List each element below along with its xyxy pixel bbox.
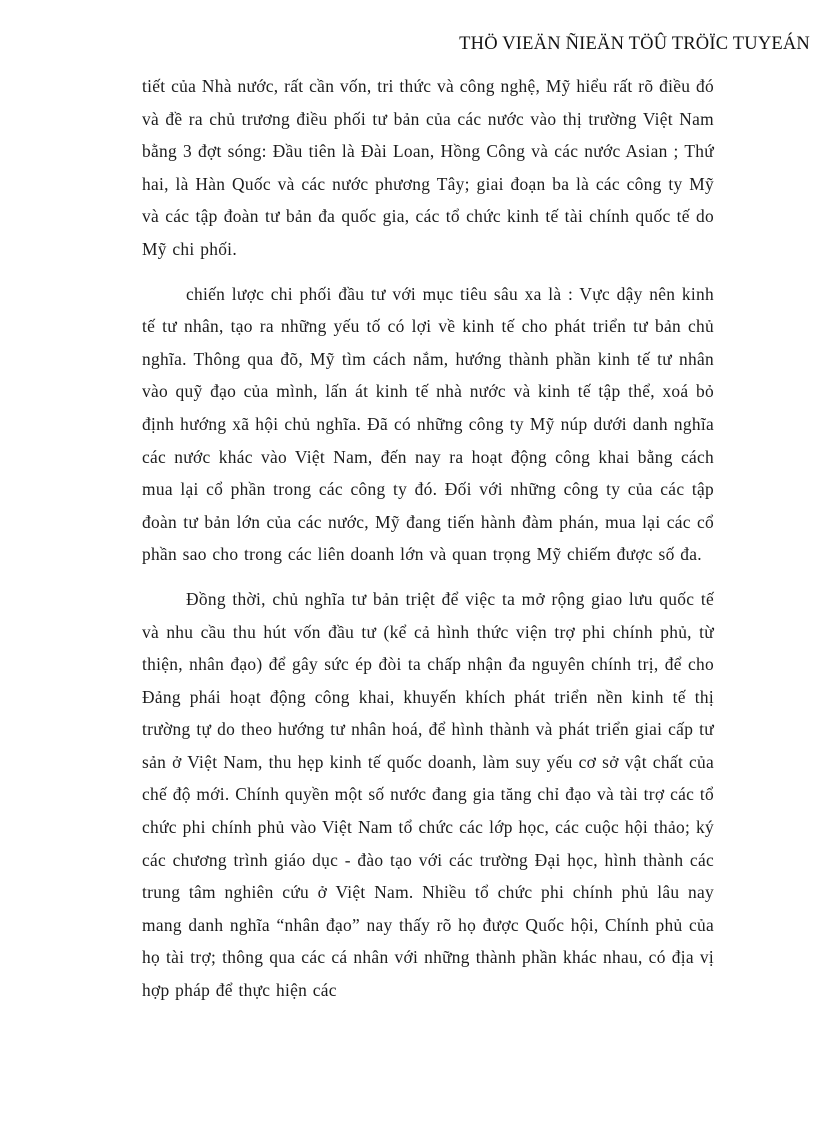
running-header: THÖ VIEÄN ÑIEÄN TÖÛ TRÖÏC TUYEÁN — [459, 34, 810, 54]
paragraph-1: tiết của Nhà nước, rất cần vốn, tri thức và công nghệ, Mỹ hiểu rất rõ điều đó và đề ra chủ trương điều phối tư bản của các nước vào thị trường Việt Nam bằng 3 đợt sóng: Đầu tiên là Đài Loan, Hồng Công và các nước Asian ; Thứ hai, là Hàn Quốc và các nước phương Tây; giai đoạn ba là các công ty Mỹ và các tập đoàn tư bản đa quốc gia, các tổ chức kinh tế tài chính quốc tế do Mỹ chi phối. — [142, 76, 714, 259]
body-text — [142, 70, 714, 1007]
paragraph-3: Đồng thời, chủ nghĩa tư bản triệt để việc ta mở rộng giao lưu quốc tế và nhu cầu thu hút vốn đầu tư (kể cả hình thức viện trợ phi chính phủ, từ thiện, nhân đạo) để gây sức ép đòi ta chấp nhận đa nguyên chính trị, để cho Đảng phái hoạt động công khai, khuyến khích phát triển nền kinh tế thị trường tự do theo hướng tư nhân hoá, để hình thành và phát triển giai cấp tư sản ở Việt Nam, thu hẹp kinh tế quốc doanh, làm suy yếu cơ sở vật chất của chế độ mới. Chính quyền một số nước đang gia tăng chỉ đạo và tài trợ các tổ chức phi chính phủ vào Việt Nam tổ chức các lớp học, các cuộc hội thảo; ký các chương trình giáo dục - đào tạo với các trường Đại học, hình thành các trung tâm nghiên cứu ở Việt Nam. Nhiều tổ chức phi chính phủ lâu nay mang danh nghĩa “nhân đạo” nay thấy rõ họ được Quốc hội, Chính phủ của họ tài trợ; thông qua các cá nhân với những thành phần khác nhau, có địa vị hợp pháp để thực hiện các — [142, 588, 714, 1001]
paragraph-2: chiến lược chi phối đầu tư với mục tiêu sâu xa là : Vực dậy nên kinh tế tư nhân, tạo ra những yếu tố có lợi về kinh tế cho phát triển tư bản chủ nghĩa. Thông qua đõ, Mỹ tìm cách nắm, hướng thành phần kinh tế tư nhân vào quỹ đạo của mình, lấn át kinh tế nhà nước và kinh tế tập thể, xoá bỏ định hướng xã hội chủ nghĩa. Đã có những công ty Mỹ núp dưới danh nghĩa các nước khác vào Việt Nam, đến nay ra hoạt động công khai bằng cách mua lại cổ phần trong các công ty đó. Đối với những công ty của các tập đoàn tư bản lớn của các nước, Mỹ đang tiến hành đàm phán, mua lại các cổ phần sao cho trong các liên doanh lớn và quan trọng Mỹ chiếm được số đa. — [142, 283, 714, 565]
